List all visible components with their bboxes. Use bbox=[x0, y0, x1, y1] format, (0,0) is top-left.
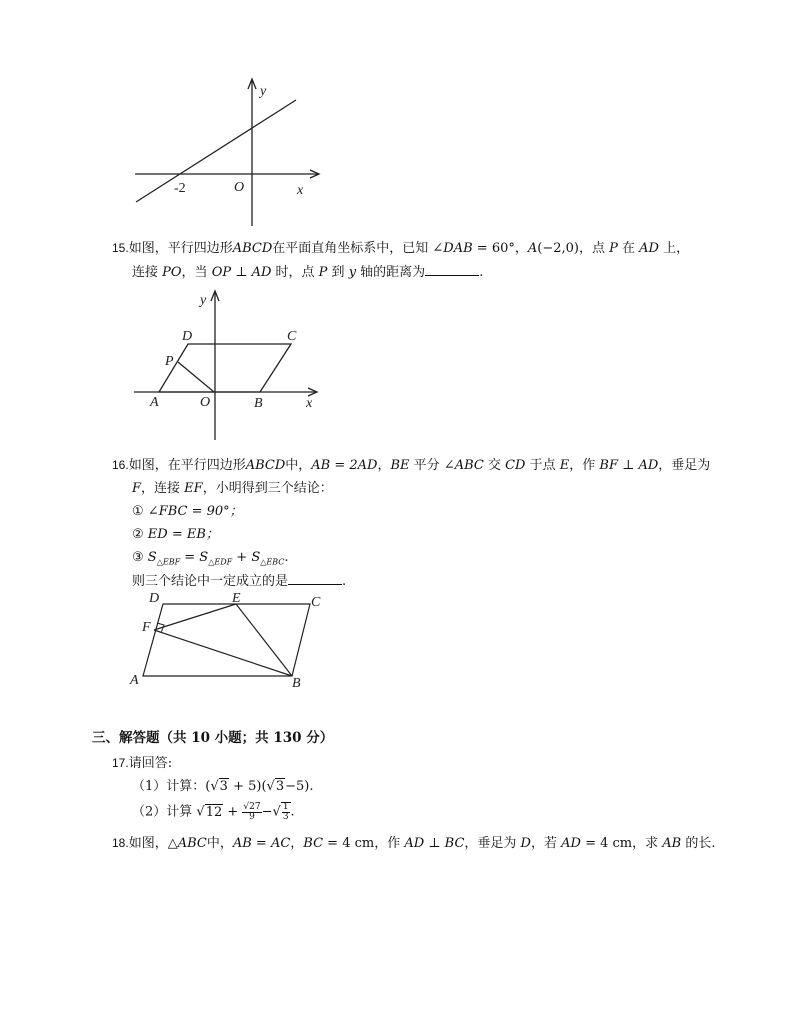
q16-math: S bbox=[199, 550, 209, 565]
q15-number: 15. bbox=[112, 241, 129, 255]
q16-text: + bbox=[232, 550, 252, 565]
q18-math: ABC bbox=[177, 836, 207, 851]
q17-math: −5). bbox=[285, 779, 314, 794]
q15-text: 轴的距离为 bbox=[356, 265, 426, 280]
label-C: C bbox=[311, 595, 321, 610]
label-E: E bbox=[232, 591, 241, 606]
q17-math: − bbox=[261, 804, 273, 820]
q15-math: P bbox=[609, 241, 618, 256]
q17-part1 bbox=[132, 777, 313, 797]
q15-text: 在平面直角坐标系中，已知 ∠ bbox=[272, 241, 444, 256]
q18-text: ，若 bbox=[530, 836, 562, 851]
q15-answer-blank[interactable] bbox=[425, 262, 479, 276]
q18-number: 18. bbox=[112, 836, 129, 850]
q15-math: A bbox=[527, 241, 538, 256]
q16-text: 交 bbox=[483, 458, 506, 473]
q17-text: （2）计算 bbox=[132, 804, 197, 820]
q16-text: 于点 bbox=[525, 458, 560, 473]
q17-math: + bbox=[223, 804, 243, 820]
label-B: B bbox=[292, 676, 301, 691]
q15-line2 bbox=[132, 262, 483, 283]
q16-subscript: △EBF bbox=[156, 557, 181, 567]
q16-text: 则三个结论中一定成立的是 bbox=[132, 574, 289, 589]
q16-text: . bbox=[284, 550, 289, 565]
q17-radicand: 3 bbox=[275, 779, 285, 794]
q16-math: CD bbox=[505, 458, 526, 473]
q16-math: S bbox=[251, 550, 261, 565]
q16-text: ，连接 bbox=[141, 481, 185, 496]
q16-text: = bbox=[180, 550, 200, 565]
segment-FE bbox=[154, 604, 236, 630]
q15-text: . bbox=[479, 265, 484, 280]
q16-text: ，小明得到三个结论： bbox=[202, 481, 333, 496]
q16-text: ，作 bbox=[569, 458, 600, 473]
q16-math: AB = 2AD bbox=[311, 458, 378, 473]
q18-math: AB = AC bbox=[232, 836, 291, 851]
q17-number: 17. bbox=[112, 756, 129, 770]
fraction-denominator: 9 bbox=[249, 811, 255, 822]
fraction-1-over-3 bbox=[281, 802, 291, 822]
q16-text: ， bbox=[377, 458, 391, 473]
sqrt-symbol: √ bbox=[210, 779, 219, 794]
q16-text: 中， bbox=[285, 458, 312, 473]
segment-EB bbox=[236, 604, 292, 676]
q15-text: 时，点 bbox=[271, 265, 319, 280]
q16-math: E bbox=[559, 458, 570, 473]
q15-text: 在 bbox=[617, 241, 640, 256]
sqrt-symbol: √ bbox=[266, 779, 275, 794]
label-D: D bbox=[182, 329, 193, 344]
q18-text: 中， bbox=[206, 836, 233, 851]
q16-line1 bbox=[112, 455, 710, 476]
q16-text: 平分 ∠ bbox=[409, 458, 455, 473]
sqrt-symbol: √ bbox=[196, 804, 205, 820]
q18-math: BC bbox=[303, 836, 324, 851]
q17-text: 请回答: bbox=[128, 756, 173, 771]
q15-math: DAB bbox=[443, 241, 473, 256]
q18-math: D bbox=[520, 836, 531, 851]
q18-math: AD bbox=[561, 836, 581, 851]
q16-subscript: △EDF bbox=[208, 557, 233, 567]
q16-number: 16. bbox=[112, 458, 129, 472]
q17-math: . bbox=[290, 804, 295, 820]
q15-line1 bbox=[112, 238, 689, 259]
y-axis-label: y bbox=[260, 84, 267, 99]
label-B: B bbox=[254, 396, 263, 411]
q15-math: PO bbox=[162, 265, 182, 280]
label-O: O bbox=[200, 395, 211, 410]
q16-text: ，垂足为 bbox=[658, 458, 711, 473]
q18-text: = 4 cm，求 bbox=[580, 836, 663, 851]
label-C: C bbox=[287, 329, 297, 344]
q18-math: AB bbox=[662, 836, 682, 851]
circled-number-2: ② bbox=[132, 527, 144, 542]
q16-answer-blank[interactable] bbox=[288, 571, 342, 585]
q16-math: S bbox=[147, 550, 157, 565]
q17-text: （1）计算： bbox=[132, 779, 206, 794]
parallelogram-ABCD bbox=[143, 604, 310, 676]
q16-subscript: △EBC bbox=[260, 557, 285, 567]
q15-math: y bbox=[348, 265, 357, 280]
q15-text: (−2,0)，点 bbox=[537, 241, 610, 256]
q18-text: ，垂足为 bbox=[464, 836, 521, 851]
q17-lead bbox=[112, 753, 172, 774]
section-title: 三、解答题（共 10 小题；共 130 分） bbox=[92, 730, 334, 746]
q16-math: ∠FBC = 90°； bbox=[147, 504, 243, 519]
q16-math: BE bbox=[390, 458, 410, 473]
graph-line bbox=[136, 100, 296, 202]
figure-parallelogram-ABCD bbox=[126, 588, 336, 692]
q15-text: 到 bbox=[327, 265, 349, 280]
q17-math: ( bbox=[205, 779, 211, 794]
x-axis-label: x bbox=[297, 183, 304, 198]
q16-math: ABCD bbox=[245, 458, 286, 473]
q18-text: = 4 cm，作 bbox=[323, 836, 405, 851]
q16-math: ED = EB； bbox=[147, 527, 219, 542]
segment-FB bbox=[154, 630, 292, 676]
q17-math: + 5)( bbox=[228, 779, 267, 794]
figure-line-graph bbox=[130, 76, 330, 232]
q18-text: 如图，△ bbox=[128, 836, 178, 851]
circled-number-1: ① bbox=[132, 504, 144, 519]
q16-math: BF ⊥ AD bbox=[599, 458, 659, 473]
tick-label-neg2: -2 bbox=[174, 181, 186, 196]
x-axis-label: x bbox=[306, 396, 313, 411]
q18-text: ， bbox=[290, 836, 304, 851]
sqrt-symbol: √ bbox=[272, 804, 281, 820]
q16-math: ABC bbox=[454, 458, 484, 473]
q15-text: = 60°， bbox=[472, 241, 528, 256]
fraction-sqrt27-over-9 bbox=[242, 803, 261, 822]
label-F: F bbox=[142, 620, 151, 635]
origin-label: O bbox=[234, 180, 245, 195]
q16-text: 如图，在平行四边形 bbox=[128, 458, 246, 473]
q17-radicand: 3 bbox=[219, 779, 228, 794]
q15-text: 上， bbox=[658, 241, 690, 256]
q17-part2 bbox=[132, 802, 295, 823]
q15-text: 连接 bbox=[132, 265, 163, 280]
label-A: A bbox=[150, 395, 159, 410]
fraction-numerator: √27 bbox=[243, 801, 261, 812]
q16-text: . bbox=[342, 574, 347, 589]
q18-text: 的长. bbox=[681, 836, 716, 851]
q16-conclusion-3 bbox=[132, 548, 289, 573]
q16-math: F bbox=[132, 481, 142, 496]
q17-radicand: 12 bbox=[205, 804, 223, 820]
q15-math: AD bbox=[639, 241, 659, 256]
q15-text: ，当 bbox=[181, 265, 212, 280]
q18-line bbox=[112, 833, 715, 854]
fraction-numerator: 1 bbox=[282, 802, 289, 812]
q15-math: OP ⊥ AD bbox=[211, 265, 272, 280]
q18-math: AD ⊥ BC bbox=[404, 836, 465, 851]
fraction-denominator: 3 bbox=[282, 812, 289, 822]
figure-parallelogram-coordinate bbox=[130, 288, 330, 444]
circled-number-3: ③ bbox=[132, 550, 144, 565]
q15-text: 如图，平行四边形 bbox=[128, 241, 233, 256]
q15-math: P bbox=[318, 265, 328, 280]
label-A: A bbox=[130, 673, 139, 688]
q15-math: ABCD bbox=[232, 241, 273, 256]
q16-conclusion-2 bbox=[132, 525, 219, 545]
y-axis-label: y bbox=[200, 293, 207, 308]
q16-line2 bbox=[132, 479, 333, 499]
label-P: P bbox=[165, 354, 174, 369]
q16-conclusion-1 bbox=[132, 502, 243, 522]
q16-math: EF bbox=[184, 481, 203, 496]
label-D: D bbox=[149, 591, 160, 606]
parallelogram-ABCD bbox=[159, 344, 291, 392]
segment-PO bbox=[178, 362, 214, 392]
